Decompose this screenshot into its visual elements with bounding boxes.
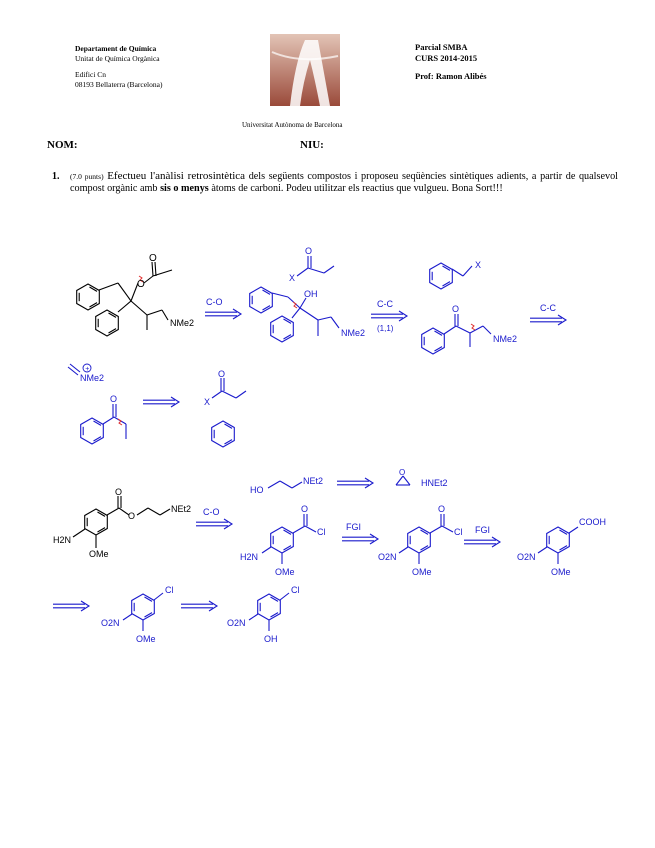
epoxide-o-label: O <box>399 468 406 477</box>
address: 08193 Bellaterra (Barcelona) <box>75 79 163 89</box>
target2-ome-label: OMe <box>89 549 109 559</box>
professor-name: Prof: Ramon Alibés <box>415 71 487 81</box>
aminoethanol-fragment <box>268 481 302 488</box>
propionyl-x-label: X <box>204 397 211 407</box>
aminoethanol-net2-label: NEt2 <box>303 476 324 486</box>
chloride2-ome-label: OMe <box>412 567 432 577</box>
acid-o2n-label: O2N <box>517 552 536 562</box>
course-year: CURS 2014-2015 <box>415 52 478 63</box>
target-molecule-1 <box>77 262 172 336</box>
target2-o-label: O <box>115 487 123 497</box>
chloronitrophenol <box>249 593 289 631</box>
retro-arrow-9 <box>53 601 89 611</box>
retro-arrow-4 <box>143 397 179 407</box>
retro-arrow-7 <box>342 534 378 544</box>
benzyl-x-label: X <box>475 260 482 270</box>
question-number: 1. <box>52 171 60 182</box>
phenol-o2n-label: O2N <box>227 618 246 628</box>
chloride2-o2n-label: O2N <box>378 552 397 562</box>
target1-nme2-label: NMe2 <box>170 318 195 328</box>
retro-arrow-3 <box>530 315 566 325</box>
retro-arrow-8 <box>464 537 500 547</box>
chloride1-h2n-label: H2N <box>240 552 259 562</box>
aminoketone-intermediate <box>422 314 491 354</box>
retro-arrow-6 <box>337 478 373 488</box>
chloride1-ome-label: OMe <box>275 567 295 577</box>
scheme2-arrow1-label: C-O <box>203 507 220 517</box>
arrow2-sublabel: (1,1) <box>377 324 394 333</box>
question-lead: Efectueu l'anàlisi retrosintètica <box>107 170 246 182</box>
niu-label: NIU: <box>300 139 324 151</box>
target2-net2-label: NEt2 <box>171 504 192 514</box>
ethylene-oxide-fragment <box>396 476 410 485</box>
propiophenone-fragment <box>81 404 126 444</box>
acid-cooh-label: COOH <box>579 517 606 527</box>
aminoethanol-ho-label: HO <box>250 485 264 495</box>
iminium-nme2-label: NMe2 <box>80 373 105 383</box>
anisole-o2n-label: O2N <box>101 618 120 628</box>
anisole-cl-label: Cl <box>165 585 174 595</box>
ketone-o-label: O <box>452 304 460 314</box>
propiophenone-o-label: O <box>110 394 118 404</box>
retro-arrow-10 <box>181 601 217 611</box>
nitrobenzoic-acid <box>538 527 578 564</box>
aminobenzoyl-chloride <box>262 514 316 564</box>
arrow2-label: C-C <box>377 299 393 309</box>
arrow1-label: C-O <box>206 297 223 307</box>
target-molecule-2 <box>73 496 170 548</box>
target2-h2n-label: H2N <box>53 535 72 545</box>
propionyl-o-label: O <box>218 369 226 379</box>
chloronitroanisole <box>123 593 163 631</box>
target1-carbonyl-o-label: O <box>149 253 157 264</box>
benzene-fragment <box>212 421 235 447</box>
target1-o-label: O <box>137 279 145 290</box>
anisole-ome-label: OMe <box>136 634 156 644</box>
chloride2-cl-label: Cl <box>454 527 463 537</box>
scheme2-arrow2-label: FGI <box>346 522 361 532</box>
alcohol-nme2-label: NMe2 <box>341 328 366 338</box>
alcohol-intermediate <box>250 287 339 342</box>
propionyl-halide-fragment <box>212 378 246 398</box>
phenol-oh-label: OH <box>264 634 278 644</box>
ketone-nme2-label: NMe2 <box>493 334 518 344</box>
unit-name: Unitat de Química Orgànica <box>75 53 160 63</box>
iminium-plus-label: + <box>85 366 90 373</box>
acid-ome-label: OMe <box>551 567 571 577</box>
question-text-b: àtoms de carboni. Podeu utilitzar els reactius que vulgueu. Bona Sort!!! <box>208 183 503 195</box>
scheme2-arrow3-label: FGI <box>475 525 490 535</box>
building-name: Edifici Cn <box>75 70 107 79</box>
fragment-x-label: X <box>289 273 296 283</box>
question-text-a: dels següents compostos i proposeu seqüències sintètiques adients, a partir de qualsevol compost orgànic amb <box>70 171 619 195</box>
benzyl-halide-fragment <box>430 263 472 289</box>
question-points: (7.0 punts) <box>70 172 104 181</box>
nom-label: NOM: <box>47 139 78 151</box>
retro-arrow-5 <box>196 519 232 529</box>
chloride2-o-label: O <box>438 504 446 514</box>
question-emphasis: sis o menys <box>160 183 209 195</box>
phenol-cl-label: Cl <box>291 585 300 595</box>
department-name: Departament de Química <box>75 44 157 53</box>
diethylamine-label: HNEt2 <box>421 478 448 488</box>
chloride1-cl-label: Cl <box>317 527 326 537</box>
chloride1-o-label: O <box>301 504 309 514</box>
retro-arrow-2 <box>371 311 407 321</box>
acyl-halide-fragment <box>297 256 334 276</box>
retro-arrow-1 <box>205 309 241 319</box>
university-name: Universitat Autònoma de Barcelona <box>242 121 343 129</box>
fragment-o-label: O <box>305 246 313 256</box>
arrow3-label: C-C <box>540 303 556 313</box>
alcohol-oh-label: OH <box>304 289 318 299</box>
nitrobenzoyl-chloride <box>399 514 453 564</box>
target2-ester-o-label: O <box>128 511 136 521</box>
exam-name: Parcial SMBA <box>415 42 468 52</box>
